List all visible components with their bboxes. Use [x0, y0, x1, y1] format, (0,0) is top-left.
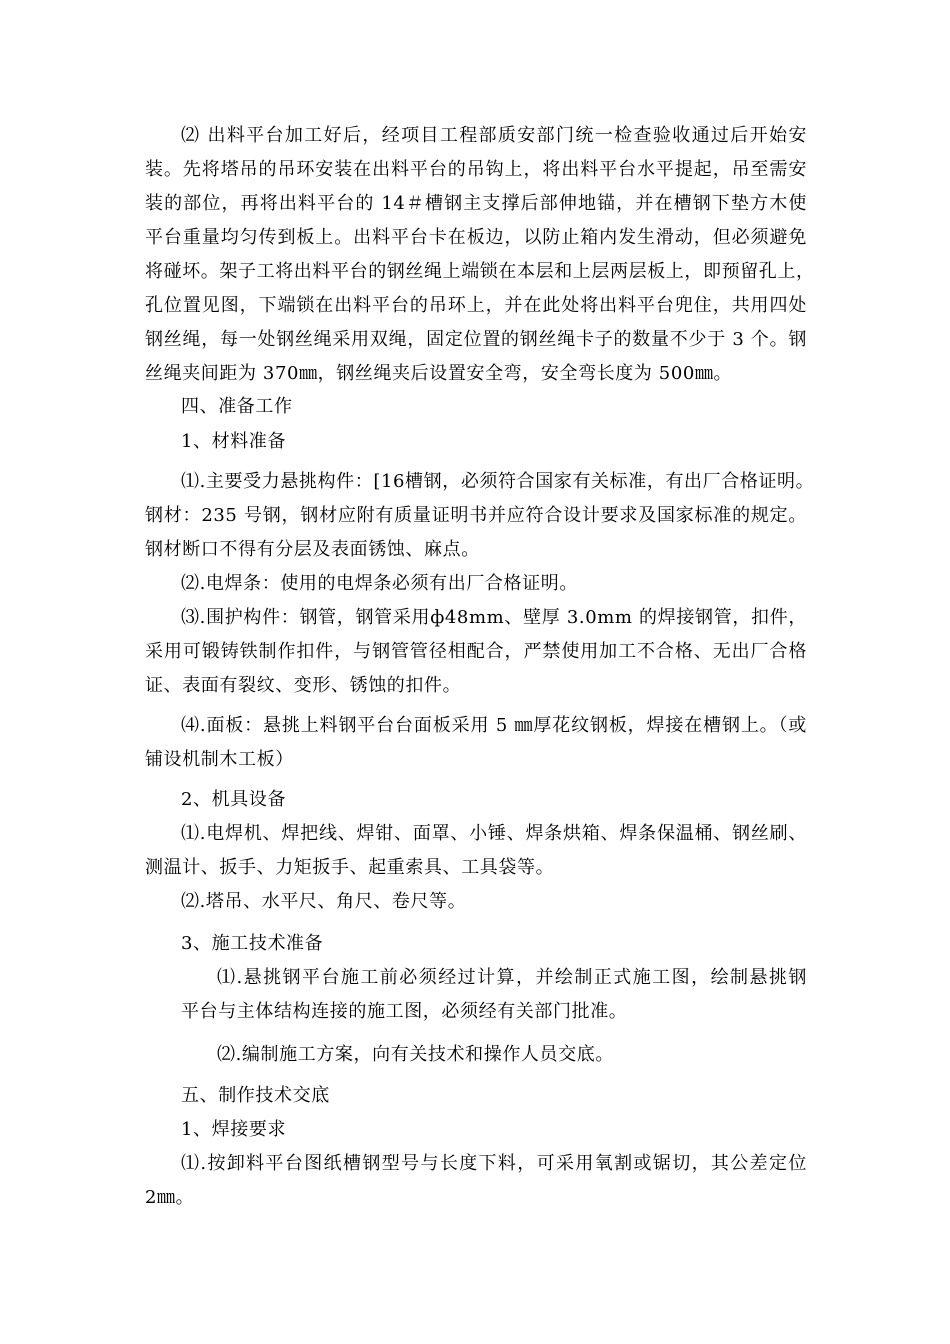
paragraph-line: ⑶.围护构件：钢管，钢管采用ф48mm、壁厚 3.0mm 的焊接钢管，扣件， — [181, 607, 807, 628]
paragraph-line: ⑴.电焊机、焊把线、焊钳、面罩、小锤、焊条烘箱、焊条保温桶、钢丝刷、 — [181, 823, 807, 844]
section-heading: 五、制作技术交底 — [181, 1085, 330, 1106]
subsection-heading: 2、机具设备 — [181, 789, 287, 810]
paragraph-line: 钢丝绳，每一处钢丝绳采用双绳，固定位置的钢丝绳卡子的数量不少于 3 个。钢 — [145, 329, 807, 350]
paragraph-line: 2㎜。 — [145, 1187, 195, 1208]
paragraph-line: 钢材：235 号钢，钢材应附有质量证明书并应符合设计要求及国家标准的规定。 — [145, 505, 807, 526]
paragraph-line: ⑴.悬挑钢平台施工前必须经过计算，并绘制正式施工图，绘制悬挑钢 — [217, 967, 807, 988]
paragraph-line: ⑵.电焊条：使用的电焊条必须有出厂合格证明。 — [181, 573, 578, 594]
paragraph-line: 装。先将塔吊的吊环安装在出料平台的吊钩上，将出料平台水平提起，吊至需安 — [145, 159, 807, 180]
paragraph-line: 装的部位，再将出料平台的 14＃槽钢主支撑后部伸地锚，并在槽钢下垫方木使 — [145, 193, 807, 214]
paragraph-line: 钢材断口不得有分层及表面锈蚀、麻点。 — [145, 539, 480, 560]
subsection-heading: 1、焊接要求 — [181, 1119, 287, 1140]
paragraph-line: ⑵ 出料平台加工好后，经项目工程部质安部门统一检查验收通过后开始安 — [181, 125, 807, 146]
paragraph-line: ⑴.主要受力悬挑构件：[16槽钢，必须符合国家有关标准，有出厂合格证明。 — [181, 471, 815, 492]
paragraph-line: 将碰坏。架子工将出料平台的钢丝绳上端锁在本层和上层两层板上，即预留孔上， — [145, 261, 815, 282]
section-heading: 四、准备工作 — [181, 396, 293, 417]
subsection-heading: 3、施工技术准备 — [181, 933, 324, 954]
subsection-heading: 1、材料准备 — [181, 431, 287, 452]
paragraph-line: 丝绳夹间距为 370㎜，钢丝绳夹后设置安全弯，安全弯长度为 500㎜。 — [145, 363, 733, 384]
paragraph-line: 采用可锻铸铁制作扣件，与钢管管径相配合，严禁使用加工不合格、无出厂合格 — [145, 641, 807, 662]
paragraph-line: 孔位置见图，下端锁在出料平台的吊环上，并在此处将出料平台兜住，共用四处 — [145, 295, 807, 316]
paragraph-line: 铺设机制木工板） — [145, 749, 294, 770]
paragraph-line: 证、表面有裂纹、变形、锈蚀的扣件。 — [145, 675, 462, 696]
paragraph-line: 测温计、扳手、力矩扳手、起重索具、工具袋等。 — [145, 857, 555, 878]
paragraph-line: ⑴.按卸料平台图纸槽钢型号与长度下料，可采用氧割或锯切，其公差定位 — [181, 1153, 807, 1174]
paragraph-line: ⑷.面板：悬挑上料钢平台台面板采用 5 ㎜厚花纹钢板，焊接在槽钢上。（或 — [181, 715, 807, 736]
paragraph-line: 平台与主体结构连接的施工图，必须经有关部门批准。 — [181, 1001, 628, 1022]
paragraph-line: 平台重量均匀传到板上。出料平台卡在板边，以防止箱内发生滑动，但必须避免 — [145, 227, 807, 248]
paragraph-line: ⑵.塔吊、水平尺、角尺、卷尺等。 — [181, 891, 467, 912]
paragraph-line: ⑵.编制施工方案，向有关技术和操作人员交底。 — [217, 1044, 614, 1065]
